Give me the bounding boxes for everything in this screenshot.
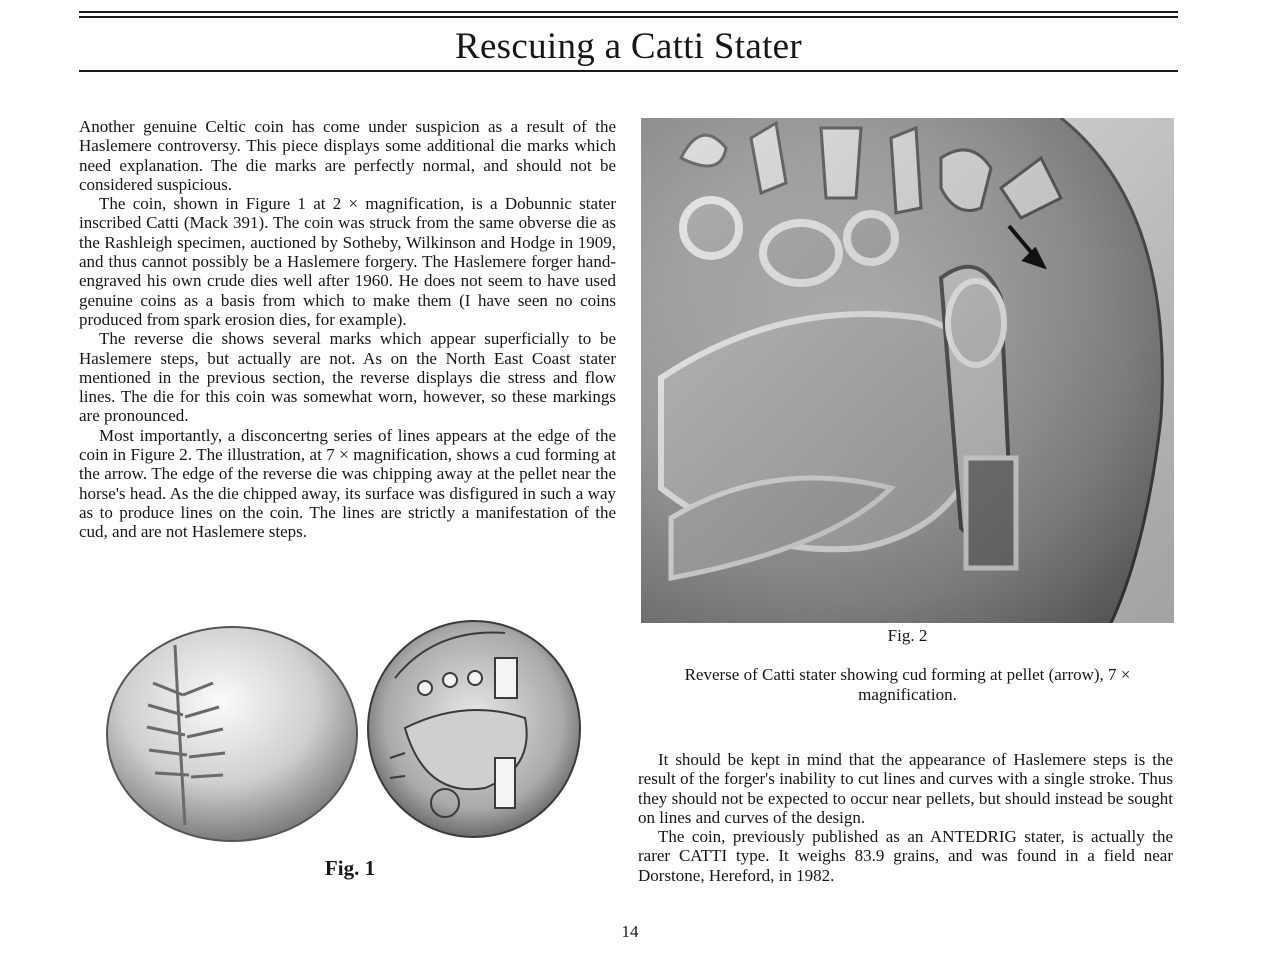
header-double-rule-top [79, 11, 1178, 13]
paragraph: The coin, shown in Figure 1 at 2 × magnification, is a Dobunnic stater inscribed Catti (Mack 391). The coin was struck from the same obverse die as the Rashleigh specimen, auctioned by Sotheby, Wilkinson and Hodge in 1909, and thus cannot possibly be a Haslemere forgery. The Haslemere forger hand-engraved his own crude dies well after 1960. He does not seem to have used genuine coins as a basis from which to make them (I have seen no coins produced from spark erosion dies, for example). [79, 194, 616, 329]
fig1-label: Fig. 1 [324, 856, 376, 880]
fig2-label: Fig. 2 [887, 626, 928, 645]
paragraph: Another genuine Celtic coin has come under suspicion as a result of the Haslemere controversy. This piece displays some additional die marks which need explanation. The die marks are perfectly normal, and should not be considered suspicious. [79, 117, 616, 194]
fig1-coin-reverse-photo [365, 618, 583, 840]
fig2-caption: Reverse of Catti stater showing cud forming at pellet (arrow), 7 × magnification. [684, 665, 1131, 704]
fig1-coin-obverse-photo [105, 625, 360, 843]
page-title: Rescuing a Catti Stater [454, 26, 803, 67]
title-underline-rule [79, 70, 1178, 72]
page-number: 14 [621, 922, 639, 941]
right-text-column [638, 750, 1173, 885]
paragraph: It should be kept in mind that the appearance of Haslemere steps is the result of the forger's inability to cut lines and curves with a single stroke. Thus they should not be expected to occur near pellets, but should instead be sought on lines and curves of the design. [638, 750, 1173, 827]
fig2-coin-closeup-photo [641, 118, 1174, 623]
header-double-rule-bottom [79, 16, 1178, 18]
paragraph: The reverse die shows several marks which appear superficially to be Haslemere steps, but actually are not. As on the North East Coast stater mentioned in the previous section, the reverse displays die stress and flow lines. The die for this coin was somewhat worn, however, so these markings are pronounced. [79, 329, 616, 426]
paragraph: The coin, previously published as an ANTEDRIG stater, is actually the rarer CATTI type. It weighs 83.9 grains, and was found in a field near Dorstone, Hereford, in 1982. [638, 827, 1173, 885]
paragraph: Most importantly, a disconcertng series of lines appears at the edge of the coin in Figure 2. The illustration, at 7 × magnification, shows a cud forming at the arrow. The edge of the reverse die was chipping away at the pellet near the horse's head. As the die chipped away, its surface was disfigured in such a way as to produce lines on the coin. The lines are strictly a manifestation of the cud, and are not Haslemere steps. [79, 425, 616, 542]
left-text-column [79, 117, 616, 542]
